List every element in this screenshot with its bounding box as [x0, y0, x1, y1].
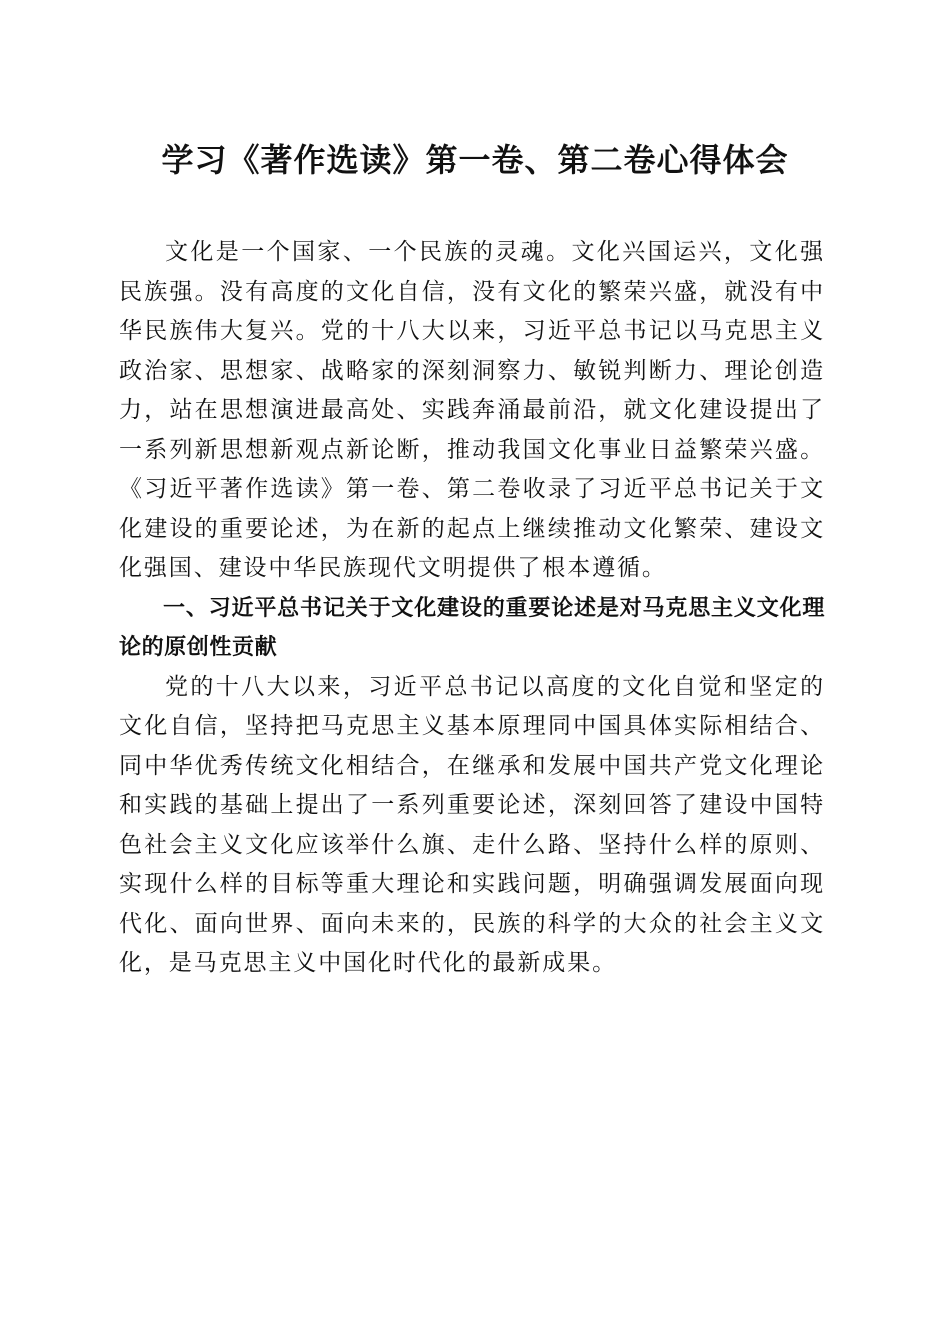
document-body	[119, 233, 825, 984]
document-title: 学习《著作选读》第一卷、第二卷心得体会	[161, 141, 789, 179]
paragraph-intro: 文化是一个国家、一个民族的灵魂。文化兴国运兴，文化强民族强。没有高度的文化自信，没有文化的繁荣兴盛，就没有中华民族伟大复兴。党的十八大以来，习近平总书记以马克思主义政治家、思想家、战略家的深刻洞察力、敏锐判断力、理论创造力，站在思想演进最高处、实践奔涌最前沿，就文化建设提出了一系列新思想新观点新论断，推动我国文化事业日益繁荣兴盛。《习近平著作选读》第一卷、第二卷收录了习近平总书记关于文化建设的重要论述，为在新的起点上继续推动文化繁荣、建设文化强国、建设中华民族现代文明提供了根本遵循。	[119, 239, 825, 581]
paragraph-section-1: 党的十八大以来，习近平总书记以高度的文化自觉和坚定的文化自信，坚持把马克思主义基本原理同中国具体实际相结合、同中华优秀传统文化相结合，在继承和发展中国共产党文化理论和实践的基础上提出了一系列重要论述，深刻回答了建设中国特色社会主义文化应该举什么旗、走什么路、坚持什么样的原则、实现什么样的目标等重大理论和实践问题，明确强调发展面向现代化、面向世界、面向未来的，民族的科学的大众的社会主义文化，是马克思主义中国化时代化的最新成果。	[119, 673, 825, 976]
section-heading-1: 一、习近平总书记关于文化建设的重要论述是对马克思主义文化理论的原创性贡献	[119, 595, 825, 660]
